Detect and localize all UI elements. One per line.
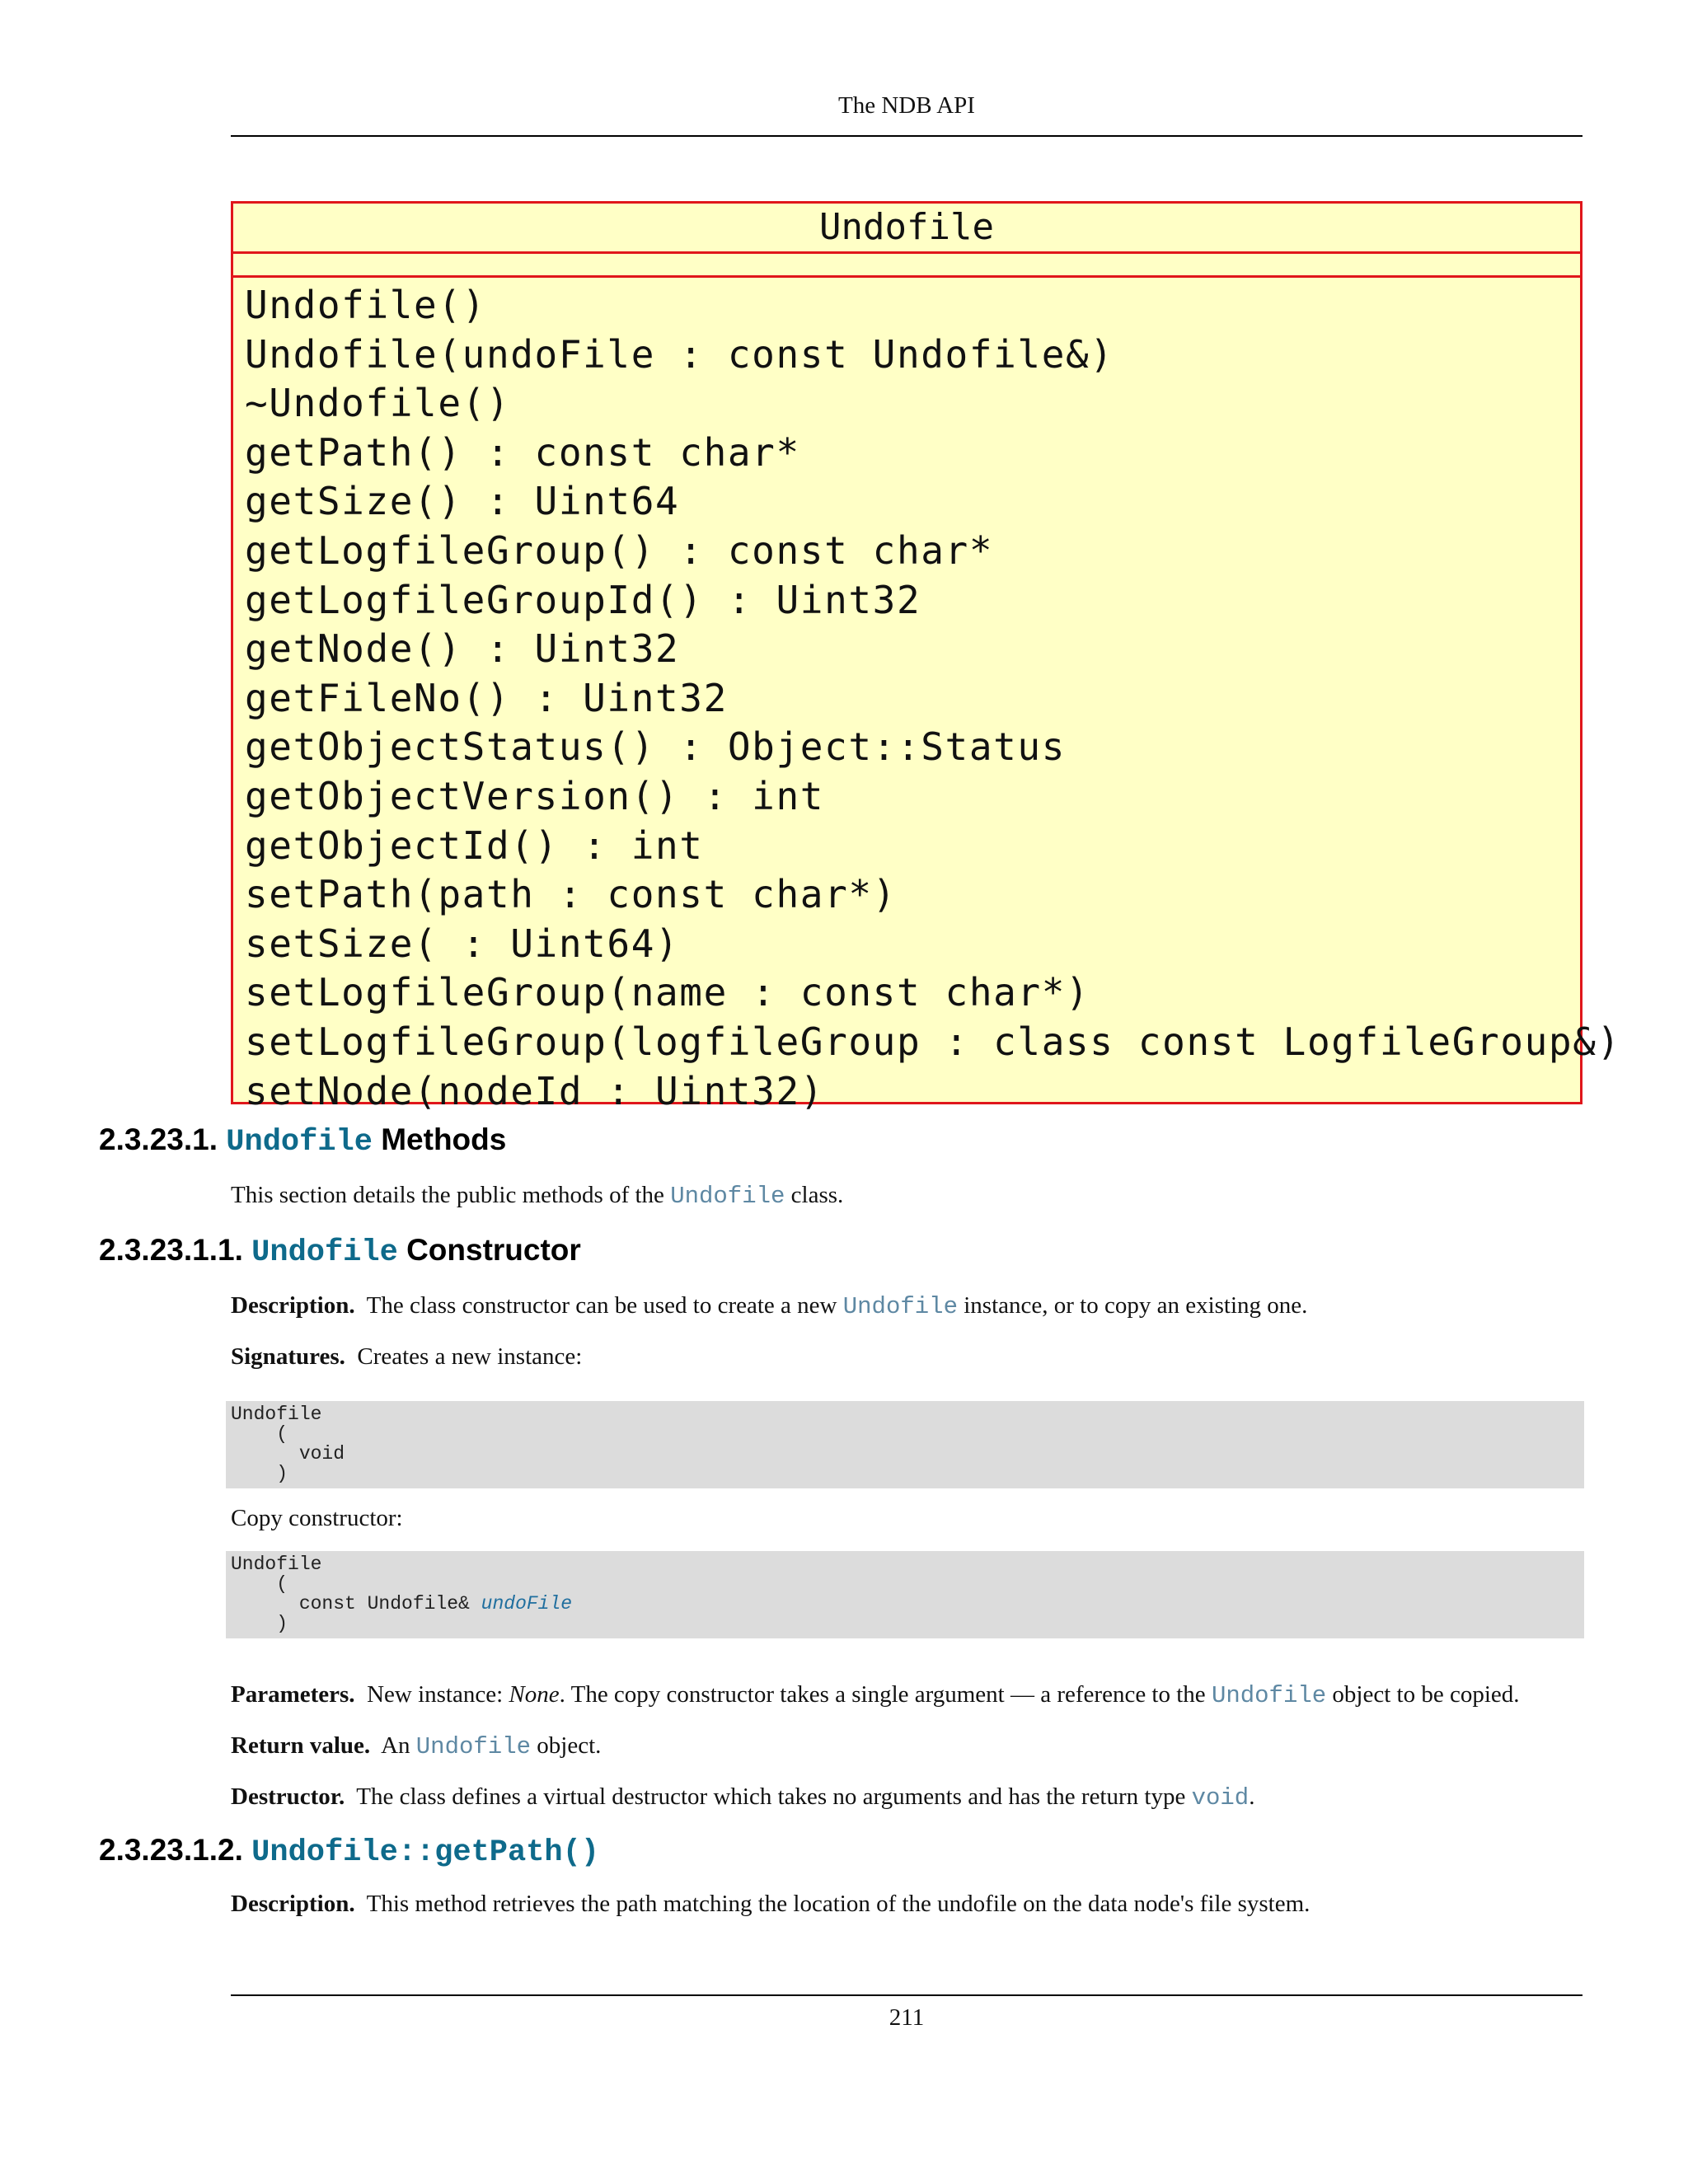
destructor-text: The class defines a virtual destructor which takes no arguments and has the return type: [356, 1783, 1192, 1810]
class-link[interactable]: Undofile: [1211, 1682, 1327, 1709]
uml-class-name: Undofile: [233, 204, 1580, 254]
description-text: This method retrieves the path matching the location of the undofile on the data node's file system.: [366, 1891, 1311, 1917]
code-line: const Undofile&: [231, 1593, 481, 1615]
class-link[interactable]: Undofile: [415, 1733, 532, 1760]
uml-operation: getObjectVersion() : int: [245, 773, 825, 818]
description-label: Description.: [231, 1891, 355, 1917]
getpath-description: [231, 1889, 1310, 1919]
parameters-none: None: [509, 1681, 560, 1708]
uml-operation: getSize() : Uint64: [245, 479, 680, 524]
page-number: 211: [889, 2004, 925, 2031]
description-text-end: instance, or to copy an existing one.: [957, 1292, 1308, 1319]
section-number: 2.3.23.1.2.: [99, 1833, 243, 1867]
code-line: ): [231, 1613, 288, 1634]
uml-operation: getFileNo() : Uint32: [245, 675, 728, 720]
void-type-link[interactable]: void: [1191, 1784, 1250, 1811]
uml-operation: getLogfileGroupId() : Uint32: [245, 577, 921, 622]
code-line: Undofile: [231, 1554, 322, 1575]
uml-operation: ~Undofile(): [245, 381, 511, 426]
constructor-return-value: [231, 1731, 601, 1762]
uml-operation: setLogfileGroup(logfileGroup : class const LogfileGroup&): [245, 1019, 1621, 1064]
methods-intro: [231, 1180, 843, 1212]
uml-operation: setNode(nodeId : Uint32): [245, 1068, 825, 1113]
description-text: The class constructor can be used to create a new: [366, 1292, 843, 1319]
return-text-end: object.: [531, 1732, 602, 1759]
uml-operation: Undofile(): [245, 283, 486, 327]
return-text: An: [381, 1732, 416, 1759]
description-label: Description.: [231, 1292, 355, 1319]
uml-operation: getObjectStatus() : Object::Status: [245, 724, 1067, 770]
constructor-signatures: [231, 1342, 582, 1371]
uml-operation: getObjectId() : int: [245, 823, 704, 868]
header-rule: [231, 135, 1582, 137]
code-block-copy-constructor: [226, 1551, 1584, 1638]
section-number: 2.3.23.1.: [99, 1122, 218, 1156]
code-line: (: [231, 1423, 288, 1445]
constructor-parameters: [231, 1680, 1520, 1711]
uml-operation: getNode() : Uint32: [245, 626, 680, 672]
signatures-label: Signatures.: [231, 1343, 345, 1370]
class-link[interactable]: Undofile: [670, 1183, 785, 1210]
code-line: (: [231, 1573, 288, 1595]
constructor-destructor: [231, 1782, 1254, 1813]
signatures-text: Creates a new instance:: [357, 1343, 583, 1370]
code-line: void: [231, 1443, 345, 1465]
uml-attributes-compartment: [233, 254, 1580, 278]
section-code: Undofile: [226, 1125, 373, 1160]
intro-text: This section details the public methods of the: [231, 1182, 671, 1208]
uml-operation: setLogfileGroup(name : const char*): [245, 970, 1090, 1015]
section-title: Constructor: [406, 1233, 581, 1267]
uml-operation: Undofile(undoFile : const Undofile&): [245, 331, 1114, 377]
uml-operation: getLogfileGroup() : const char*: [245, 527, 994, 573]
parameters-label: Parameters.: [231, 1681, 355, 1708]
section-heading-constructor: [99, 1233, 581, 1270]
section-number: 2.3.23.1.1.: [99, 1233, 243, 1267]
section-heading-getpath: [99, 1833, 599, 1870]
uml-operation: setSize( : Uint64): [245, 921, 680, 966]
running-header: The NDB API: [838, 92, 975, 119]
return-value-label: Return value.: [231, 1732, 371, 1759]
class-link[interactable]: Undofile: [842, 1293, 958, 1320]
constructor-description: [231, 1291, 1307, 1322]
parameters-text: New instance:: [367, 1681, 509, 1708]
uml-operation: getPath() : const char*: [245, 429, 800, 475]
copy-constructor-label: Copy constructor:: [231, 1505, 403, 1531]
section-title: Methods: [381, 1122, 507, 1156]
uml-class-box: [231, 201, 1621, 1113]
parameters-text-end: object to be copied.: [1326, 1681, 1520, 1708]
intro-text-end: class.: [785, 1182, 844, 1208]
footer-rule: [231, 1994, 1582, 1996]
section-code: Undofile: [251, 1235, 398, 1270]
code-line: ): [231, 1463, 288, 1484]
code-param-name: undoFile: [481, 1593, 573, 1615]
code-block-new-instance: [226, 1401, 1584, 1488]
destructor-label: Destructor.: [231, 1783, 345, 1810]
uml-operation: setPath(path : const char*): [245, 872, 897, 917]
uml-operations-compartment: [233, 278, 1621, 1116]
parameters-text-middle: . The copy constructor takes a single argument — a reference to the: [559, 1681, 1212, 1708]
section-code: Undofile::getPath(): [251, 1835, 600, 1870]
section-heading-methods: [99, 1122, 506, 1160]
code-line: Undofile: [231, 1404, 322, 1425]
destructor-text-end: .: [1249, 1783, 1255, 1810]
